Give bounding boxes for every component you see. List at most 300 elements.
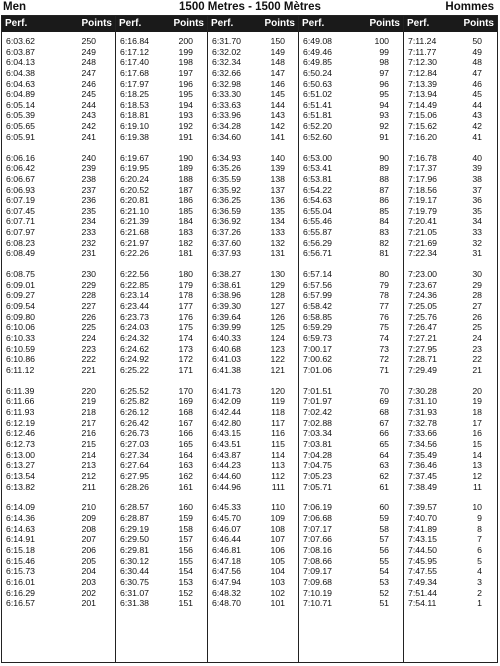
table-row <box>116 534 207 545</box>
perf-value: 7:01.97 <box>303 396 332 407</box>
table-row <box>404 598 497 609</box>
points-value: 177 <box>178 301 193 312</box>
row-group <box>2 269 115 375</box>
table-row <box>208 471 298 482</box>
perf-header: Perf. <box>5 18 28 29</box>
table-row <box>299 577 403 588</box>
table-row <box>299 57 403 68</box>
points-value: 14 <box>472 449 482 460</box>
row-group <box>208 269 298 375</box>
perf-value: 6:24.92 <box>120 354 149 365</box>
perf-value: 6:06.67 <box>6 173 35 184</box>
points-value: 63 <box>379 460 389 471</box>
perf-value: 6:44.60 <box>212 470 241 481</box>
table-row <box>404 79 497 90</box>
points-value: 1 <box>477 598 482 609</box>
points-value: 118 <box>271 407 285 418</box>
table-row <box>2 354 115 365</box>
perf-value: 6:35.26 <box>212 163 241 174</box>
table-row <box>404 290 497 301</box>
row-group <box>208 502 298 608</box>
points-value: 80 <box>379 269 389 280</box>
table-row <box>404 333 497 344</box>
points-value: 114 <box>271 449 285 460</box>
points-value: 156 <box>178 544 193 555</box>
points-value: 84 <box>379 216 389 227</box>
points-value: 50 <box>472 36 482 46</box>
table-row <box>116 428 207 439</box>
table-row <box>299 227 403 238</box>
perf-value: 6:27.03 <box>120 438 149 449</box>
points-value: 154 <box>178 566 193 577</box>
perf-value: 6:58.85 <box>303 311 332 322</box>
points-value: 137 <box>270 184 285 195</box>
perf-value: 6:33.63 <box>212 99 241 110</box>
table-row <box>404 216 497 227</box>
table-row <box>299 238 403 249</box>
perf-value: 6:42.80 <box>212 417 241 428</box>
perf-value: 6:29.81 <box>120 544 149 555</box>
points-value: 195 <box>178 89 193 100</box>
perf-value: 7:35.49 <box>408 449 437 460</box>
perf-value: 6:06.93 <box>6 184 35 195</box>
row-group <box>299 502 403 608</box>
table-row <box>404 365 497 376</box>
table-row <box>2 79 115 90</box>
table-row <box>208 333 298 344</box>
points-value: 49 <box>472 46 482 57</box>
table-row <box>2 216 115 227</box>
table-row <box>208 365 298 376</box>
perf-value: 6:39.64 <box>212 311 241 322</box>
points-value: 159 <box>178 513 193 524</box>
points-value: 85 <box>379 205 389 216</box>
points-value: 2 <box>477 587 482 598</box>
table-row <box>116 68 207 79</box>
perf-value: 7:13.39 <box>408 78 437 89</box>
score-column <box>299 16 404 662</box>
points-value: 95 <box>379 89 389 100</box>
perf-value: 6:29.50 <box>120 534 149 545</box>
perf-value: 7:34.56 <box>408 438 437 449</box>
perf-value: 7:21.69 <box>408 237 437 248</box>
perf-value: 6:09.80 <box>6 311 35 322</box>
row-group <box>404 36 497 142</box>
points-value: 142 <box>270 121 285 132</box>
table-row <box>116 322 207 333</box>
table-row <box>404 269 497 280</box>
table-row <box>2 238 115 249</box>
scoring-table <box>1 15 498 663</box>
table-row <box>2 524 115 535</box>
perf-value: 6:30.75 <box>120 576 149 587</box>
points-value: 3 <box>477 576 482 587</box>
points-value: 240 <box>81 152 96 163</box>
perf-value: 6:11.12 <box>6 364 35 375</box>
table-row <box>404 47 497 58</box>
perf-value: 7:49.34 <box>408 576 437 587</box>
points-value: 130 <box>270 269 285 280</box>
table-row <box>208 545 298 556</box>
header-men: Men <box>3 1 26 13</box>
points-value: 22 <box>472 354 482 365</box>
table-row <box>208 301 298 312</box>
points-value: 52 <box>379 587 389 598</box>
row-group <box>116 36 207 142</box>
perf-value: 6:57.14 <box>303 269 332 280</box>
points-value: 7 <box>477 534 482 545</box>
perf-value: 6:34.28 <box>212 121 241 132</box>
perf-value: 7:31.10 <box>408 396 437 407</box>
points-value: 221 <box>81 364 96 375</box>
perf-value: 6:48.32 <box>212 587 241 598</box>
column-header <box>208 16 298 32</box>
table-row <box>299 153 403 164</box>
table-row <box>404 386 497 397</box>
points-value: 147 <box>270 67 285 78</box>
row-group <box>404 502 497 608</box>
perf-value: 6:45.33 <box>212 502 241 513</box>
perf-value: 6:52.20 <box>303 121 332 132</box>
perf-value: 7:07.17 <box>303 523 332 534</box>
points-value: 59 <box>379 513 389 524</box>
perf-value: 7:03.34 <box>303 428 332 439</box>
perf-value: 6:51.81 <box>303 110 332 121</box>
perf-value: 7:27.21 <box>408 333 437 344</box>
perf-value: 7:51.44 <box>408 587 437 598</box>
table-row <box>208 132 298 143</box>
points-value: 109 <box>270 513 285 524</box>
points-value: 4 <box>477 566 482 577</box>
table-row <box>116 482 207 493</box>
row-group <box>2 153 115 259</box>
points-value: 105 <box>270 555 285 566</box>
table-row <box>299 132 403 143</box>
header-event-title: 1500 Metres - 1500 Mètres <box>179 1 321 13</box>
perf-value: 6:19.95 <box>120 163 149 174</box>
perf-value: 7:27.95 <box>408 343 437 354</box>
perf-value: 7:28.71 <box>408 354 437 365</box>
table-row <box>299 47 403 58</box>
perf-value: 6:09.27 <box>6 290 35 301</box>
points-value: 187 <box>178 184 193 195</box>
table-row <box>404 566 497 577</box>
points-value: 212 <box>81 470 96 481</box>
table-row <box>404 428 497 439</box>
points-value: 77 <box>379 301 389 312</box>
points-value: 229 <box>81 279 96 290</box>
points-value: 64 <box>379 449 389 460</box>
table-row <box>208 79 298 90</box>
points-value: 241 <box>81 131 96 142</box>
points-value: 215 <box>81 438 96 449</box>
table-row <box>2 163 115 174</box>
table-row <box>208 269 298 280</box>
perf-value: 6:44.23 <box>212 460 241 471</box>
perf-value: 6:04.63 <box>6 78 35 89</box>
perf-value: 6:08.23 <box>6 237 35 248</box>
table-row <box>404 280 497 291</box>
points-value: 193 <box>178 110 193 121</box>
table-row <box>208 418 298 429</box>
perf-value: 6:18.53 <box>120 99 149 110</box>
perf-value: 6:12.46 <box>6 428 35 439</box>
points-value: 111 <box>271 481 285 492</box>
table-row <box>116 121 207 132</box>
points-value: 35 <box>472 205 482 216</box>
points-value: 168 <box>178 407 193 418</box>
table-row <box>116 407 207 418</box>
table-row <box>404 206 497 217</box>
perf-value: 7:36.46 <box>408 460 437 471</box>
table-row <box>2 301 115 312</box>
points-value: 88 <box>379 173 389 184</box>
perf-value: 6:16.29 <box>6 587 35 598</box>
perf-value: 7:01.51 <box>303 385 332 396</box>
perf-value: 6:16.57 <box>6 598 35 609</box>
column-header <box>404 16 497 32</box>
table-row <box>2 132 115 143</box>
points-value: 217 <box>81 417 96 428</box>
table-row <box>2 312 115 323</box>
perf-value: 7:00.17 <box>303 343 332 354</box>
points-value: 112 <box>271 470 285 481</box>
points-value: 184 <box>178 216 193 227</box>
row-group <box>2 386 115 492</box>
points-value: 150 <box>270 36 285 46</box>
table-row <box>299 502 403 513</box>
perf-value: 6:43.51 <box>212 438 241 449</box>
points-value: 199 <box>178 46 193 57</box>
points-value: 72 <box>379 354 389 365</box>
perf-value: 6:05.91 <box>6 131 35 142</box>
table-row <box>208 513 298 524</box>
table-row <box>116 269 207 280</box>
table-row <box>116 57 207 68</box>
table-row <box>116 386 207 397</box>
points-value: 67 <box>379 417 389 428</box>
points-value: 79 <box>379 279 389 290</box>
perf-value: 7:33.66 <box>408 428 437 439</box>
table-row <box>2 545 115 556</box>
table-row <box>116 185 207 196</box>
perf-value: 6:13.82 <box>6 481 35 492</box>
table-row <box>404 418 497 429</box>
points-value: 174 <box>178 333 193 344</box>
table-row <box>208 344 298 355</box>
perf-value: 6:11.93 <box>6 407 35 418</box>
points-value: 90 <box>379 152 389 163</box>
perf-value: 6:07.19 <box>6 195 35 206</box>
table-row <box>404 36 497 47</box>
points-value: 5 <box>477 555 482 566</box>
perf-value: 7:04.28 <box>303 449 332 460</box>
row-group <box>116 502 207 608</box>
table-row <box>208 386 298 397</box>
points-value: 223 <box>81 343 96 354</box>
points-value: 228 <box>81 290 96 301</box>
perf-value: 6:28.57 <box>120 502 149 513</box>
perf-value: 7:44.50 <box>408 544 437 555</box>
points-value: 126 <box>270 311 285 322</box>
table-row <box>116 545 207 556</box>
points-value: 200 <box>178 36 193 46</box>
points-value: 65 <box>379 438 389 449</box>
row-group <box>299 153 403 259</box>
table-row <box>299 79 403 90</box>
points-value: 19 <box>472 396 482 407</box>
table-row <box>208 450 298 461</box>
points-value: 186 <box>178 195 193 206</box>
row-group <box>2 502 115 608</box>
perf-value: 6:36.92 <box>212 216 241 227</box>
points-value: 38 <box>472 173 482 184</box>
perf-value: 6:20.81 <box>120 195 149 206</box>
points-value: 132 <box>270 237 285 248</box>
points-value: 210 <box>81 502 96 513</box>
perf-value: 6:33.96 <box>212 110 241 121</box>
perf-value: 6:03.62 <box>6 36 35 46</box>
points-value: 232 <box>81 237 96 248</box>
perf-value: 6:37.60 <box>212 237 241 248</box>
points-header: Points <box>463 18 494 29</box>
points-value: 108 <box>270 523 285 534</box>
table-row <box>208 216 298 227</box>
table-row <box>116 132 207 143</box>
points-value: 196 <box>178 78 193 89</box>
table-row <box>2 57 115 68</box>
points-value: 208 <box>81 523 96 534</box>
points-value: 116 <box>271 428 285 439</box>
points-value: 222 <box>81 354 96 365</box>
points-value: 124 <box>270 333 285 344</box>
table-row <box>404 312 497 323</box>
table-row <box>404 163 497 174</box>
table-row <box>116 524 207 535</box>
perf-value: 6:18.81 <box>120 110 149 121</box>
table-row <box>404 396 497 407</box>
points-value: 98 <box>379 57 389 68</box>
perf-value: 6:17.68 <box>120 67 149 78</box>
row-group <box>404 386 497 492</box>
points-value: 29 <box>472 279 482 290</box>
points-value: 163 <box>178 460 193 471</box>
points-value: 34 <box>472 216 482 227</box>
points-value: 91 <box>379 131 389 142</box>
perf-value: 6:58.42 <box>303 301 332 312</box>
points-value: 244 <box>81 99 96 110</box>
table-row <box>404 534 497 545</box>
table-row <box>299 566 403 577</box>
table-row <box>116 280 207 291</box>
points-value: 119 <box>271 396 285 407</box>
points-value: 134 <box>270 216 285 227</box>
points-value: 45 <box>472 89 482 100</box>
table-row <box>299 174 403 185</box>
points-value: 30 <box>472 269 482 280</box>
points-value: 164 <box>178 449 193 460</box>
points-value: 216 <box>81 428 96 439</box>
perf-value: 7:07.66 <box>303 534 332 545</box>
points-value: 15 <box>472 438 482 449</box>
points-value: 86 <box>379 195 389 206</box>
perf-value: 6:22.85 <box>120 279 149 290</box>
column-header <box>2 16 115 32</box>
perf-header: Perf. <box>407 18 430 29</box>
perf-value: 6:14.09 <box>6 502 35 513</box>
points-value: 135 <box>270 205 285 216</box>
perf-value: 6:40.68 <box>212 343 241 354</box>
table-row <box>2 280 115 291</box>
points-value: 20 <box>472 385 482 396</box>
points-value: 129 <box>270 279 285 290</box>
perf-value: 6:31.07 <box>120 587 149 598</box>
table-row <box>299 163 403 174</box>
points-value: 31 <box>472 248 482 259</box>
perf-value: 7:23.67 <box>408 279 437 290</box>
points-value: 81 <box>379 248 389 259</box>
points-value: 87 <box>379 184 389 195</box>
points-value: 231 <box>81 248 96 259</box>
table-row <box>299 280 403 291</box>
perf-value: 6:13.27 <box>6 460 35 471</box>
perf-value: 6:48.70 <box>212 598 241 609</box>
perf-value: 6:39.99 <box>212 322 241 333</box>
points-value: 117 <box>271 417 285 428</box>
table-row <box>2 396 115 407</box>
perf-header: Perf. <box>211 18 234 29</box>
points-value: 69 <box>379 396 389 407</box>
points-value: 238 <box>81 173 96 184</box>
table-row <box>404 195 497 206</box>
perf-value: 6:32.34 <box>212 57 241 68</box>
perf-value: 6:31.38 <box>120 598 149 609</box>
table-row <box>299 460 403 471</box>
perf-value: 7:11.77 <box>408 46 437 57</box>
perf-value: 6:28.87 <box>120 513 149 524</box>
points-value: 155 <box>178 555 193 566</box>
points-value: 100 <box>374 36 389 46</box>
points-value: 121 <box>270 364 285 375</box>
table-row <box>299 301 403 312</box>
perf-value: 6:16.84 <box>120 36 149 46</box>
perf-value: 6:50.24 <box>303 67 332 78</box>
table-row <box>208 322 298 333</box>
table-row <box>208 174 298 185</box>
perf-value: 7:10.19 <box>303 587 332 598</box>
perf-value: 6:42.09 <box>212 396 241 407</box>
perf-value: 7:16.20 <box>408 131 437 142</box>
perf-value: 6:53.00 <box>303 152 332 163</box>
points-value: 181 <box>178 248 193 259</box>
perf-value: 6:56.29 <box>303 237 332 248</box>
table-row <box>299 195 403 206</box>
points-value: 42 <box>472 121 482 132</box>
table-row <box>404 132 497 143</box>
points-value: 190 <box>178 152 193 163</box>
points-value: 120 <box>270 385 285 396</box>
perf-value: 6:04.38 <box>6 67 35 78</box>
points-value: 148 <box>270 57 285 68</box>
perf-value: 6:38.96 <box>212 290 241 301</box>
perf-value: 6:24.03 <box>120 322 149 333</box>
table-row <box>299 68 403 79</box>
points-value: 66 <box>379 428 389 439</box>
table-row <box>299 545 403 556</box>
perf-value: 6:12.19 <box>6 417 35 428</box>
perf-value: 7:22.34 <box>408 248 437 259</box>
perf-value: 6:41.73 <box>212 385 241 396</box>
